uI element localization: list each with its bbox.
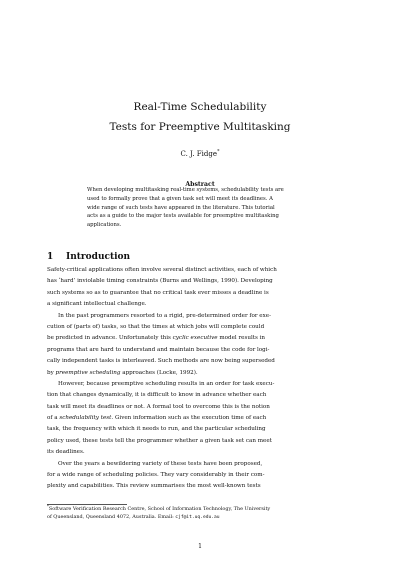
author-footnote-mark: *	[216, 148, 220, 155]
abstract-line: used to formally prove that a given task set will meet its deadlines. A	[87, 195, 273, 202]
page-number: 1	[198, 543, 202, 550]
footnote-divider	[47, 504, 127, 505]
body-text	[47, 265, 351, 493]
body-line	[47, 413, 351, 424]
footnote	[47, 503, 355, 521]
footnote-email-link[interactable]: cjf@it.uq.edu.au	[175, 514, 220, 520]
body-line	[47, 436, 351, 447]
body-text-run: task will meet its deadlines or not. A formal tool to overcome this is the notion	[47, 403, 270, 410]
emphasized-term: preemptive scheduling	[55, 369, 121, 376]
body-line	[47, 265, 351, 276]
footnote-line-2	[47, 514, 355, 522]
body-line	[47, 424, 351, 435]
body-line	[47, 333, 351, 344]
abstract-line: When developing multitasking real-time systems, schedulability tests are	[87, 187, 284, 193]
body-text-run: cally independent tasks is interleaved. Such methods are now being superseded	[47, 358, 275, 365]
body-line	[47, 379, 351, 390]
body-text-run: tion that changes dynamically, it is difficult to know in advance whether each	[47, 392, 267, 399]
body-line	[47, 447, 351, 458]
body-text-run: plexity and capabilities. This review summarises the most well-known tests	[47, 483, 261, 490]
section-title: Introduction	[66, 252, 131, 262]
body-text-run: approaches (Locke, 1992).	[120, 369, 198, 376]
body-text-run: task, the frequency with which it needs to run, and the particular scheduling	[47, 426, 266, 433]
body-line	[47, 322, 351, 333]
body-text-run: of a	[47, 415, 60, 422]
body-text-run: programs that are hard to understand and maintain because the code for logi-	[47, 346, 270, 353]
body-line	[47, 390, 351, 401]
body-text-run: by	[47, 369, 56, 376]
body-line	[47, 459, 351, 470]
body-line	[47, 402, 351, 413]
body-line	[47, 299, 351, 310]
body-line	[47, 311, 351, 322]
body-text-run: has ‘hard’ inviolable timing constraints (Burns and Wellings, 1990). Developing	[47, 278, 273, 285]
body-text-run: . Given information such as the execution time of each	[111, 415, 267, 422]
abstract-line: applications.	[87, 222, 122, 229]
body-text-run: its deadlines.	[47, 449, 85, 456]
section-number: 1	[47, 252, 54, 262]
body-text-run: for a wide range of scheduling policies. They vary considerably in their com-	[47, 472, 265, 479]
body-text-run: Over the years a bewildering variety of these tests have been proposed,	[58, 460, 263, 467]
abstract-line: acts as a guide to the major tests available for preemptive multitasking	[87, 213, 279, 220]
footnote-line-2-text: of Queensland, Queensland 4072, Australia. Email:	[47, 513, 176, 520]
emphasized-term: cyclic executive	[172, 335, 218, 342]
footnote-mark: *	[47, 503, 49, 509]
body-text-run: policy used, these tests tell the programmer whether a given task set can meet	[47, 437, 272, 444]
body-line	[47, 356, 351, 367]
body-text-run: be predicted in advance. Unfortunately this	[47, 335, 173, 342]
emphasized-term: schedulability test	[59, 415, 112, 422]
body-text-run: However, because preemptive scheduling results in an order for task execu-	[58, 380, 275, 387]
body-line	[47, 276, 351, 287]
body-line	[47, 470, 351, 481]
body-line	[47, 288, 351, 299]
body-text-run: such systems so as to guarantee that no critical task ever misses a deadline is	[47, 289, 269, 296]
abstract-heading: Abstract	[185, 181, 215, 188]
author-name: C. J. Fidge	[180, 150, 217, 158]
body-text-run: model results in	[217, 335, 266, 342]
paper-title-line-1: Real-Time Schedulability	[133, 101, 267, 113]
body-line	[47, 481, 351, 492]
footnote-line-1-text: Software Verification Research Centre, School of Information Technology, The University	[48, 506, 271, 512]
body-line	[47, 345, 351, 356]
body-text-run: a significant intellectual challenge.	[47, 301, 147, 308]
abstract-body	[87, 186, 313, 230]
body-text-run: Safety-critical applications often involve several distinct activities, each of which	[47, 267, 277, 273]
footnote-line-1	[47, 503, 355, 514]
author	[0, 150, 400, 159]
paper-title-line-2: Tests for Preemptive Multitasking	[109, 121, 291, 133]
body-text-run: In the past programmers resorted to a rigid, pre-determined order for exe-	[58, 312, 271, 319]
body-line	[47, 368, 351, 379]
abstract-line: wide range of such tests have appeared in the literature. This tutorial	[87, 204, 275, 211]
body-text-run: cution of (parts of) tasks, so that the times at which jobs will complete could	[47, 323, 265, 330]
section-heading	[47, 251, 130, 263]
